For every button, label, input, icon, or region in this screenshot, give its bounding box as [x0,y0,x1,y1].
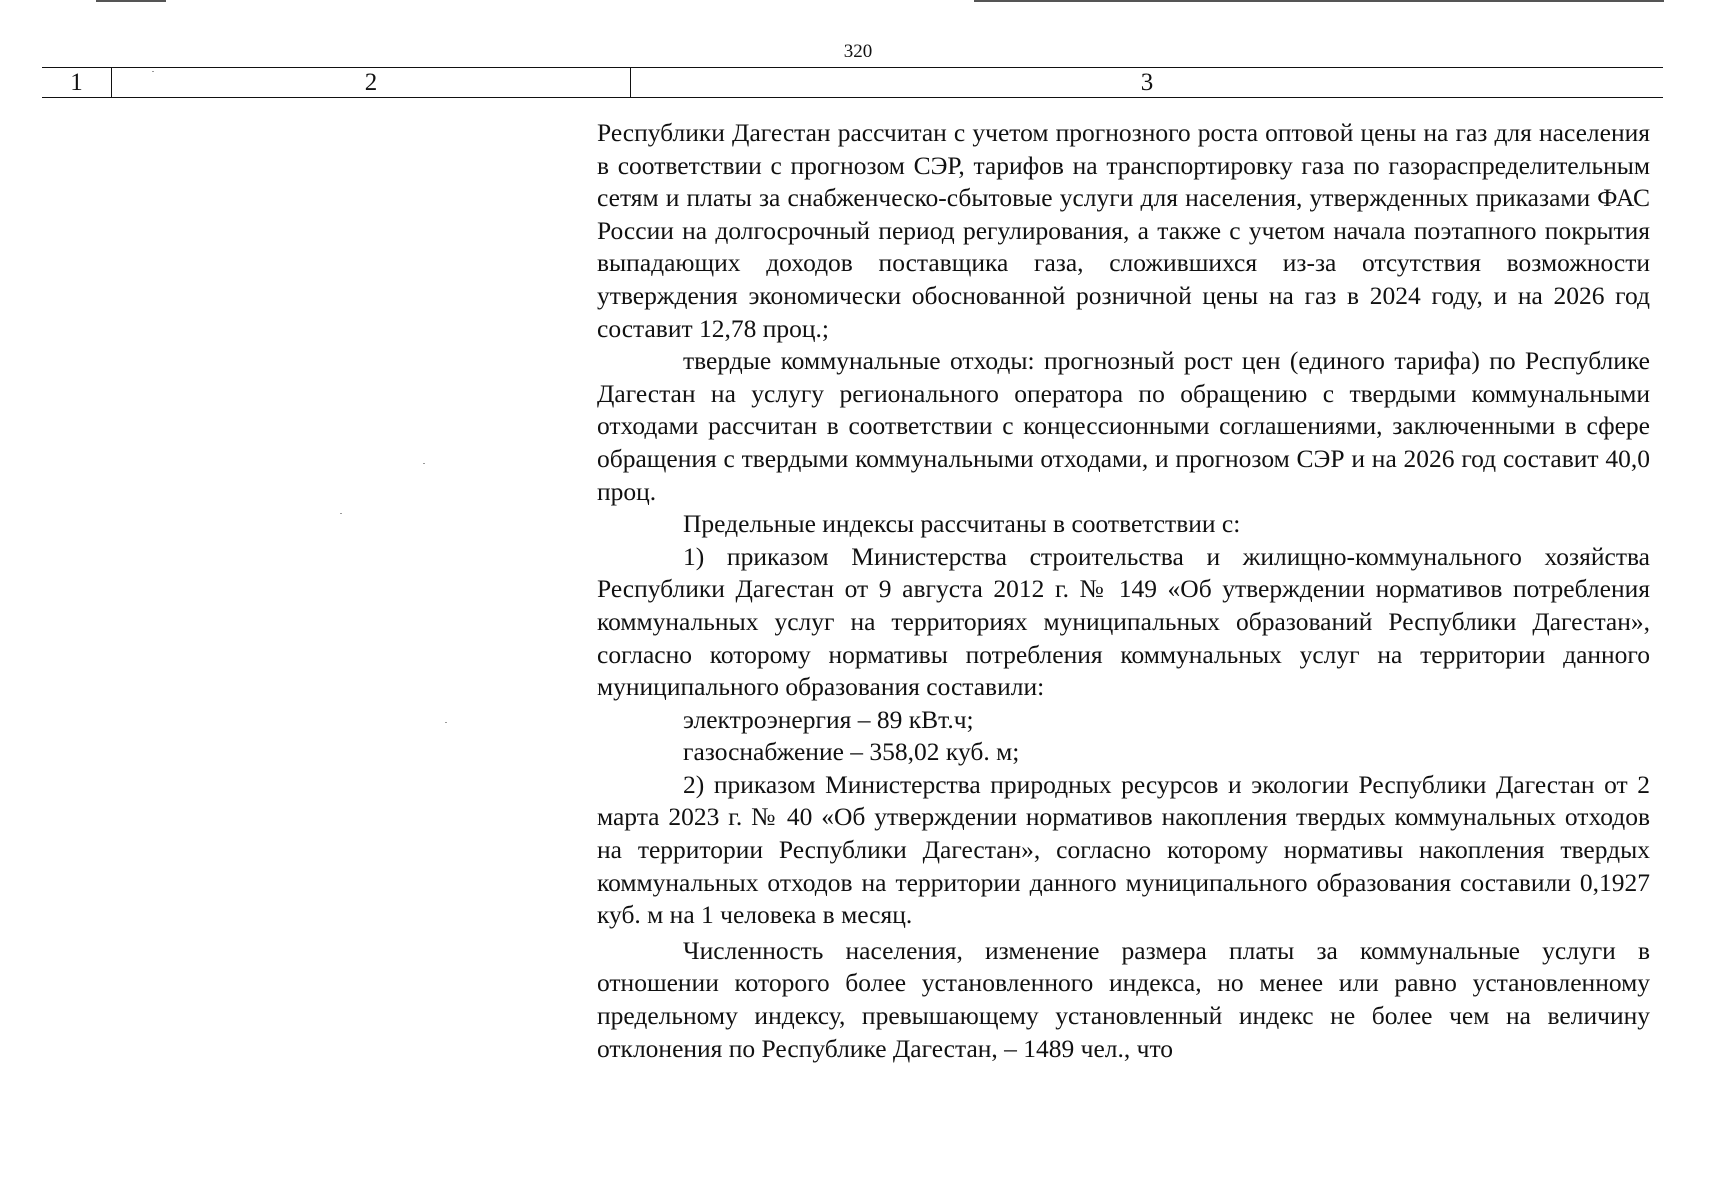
paragraph-population: Численность населения, изменение размера платы за коммунальные услуги в отношении которого более установленного индекса, но менее или равно установленному предельному индексу, превышающему установленный индекс не более чем на величину отклонения по Республике Дагестан, – 1489 чел., что [597,935,1650,1063]
scan-speck [152,71,154,72]
scan-speck [445,722,447,723]
paragraph-solid-waste: твердые коммунальные отходы: прогнозный рост цен (единого тарифа) по Республике Дагестан на услугу регионального оператора по обращению с твердыми коммунальными отходами рассчитан в соответствии с концессионными соглашениями, заключенными в сфере обращения с твердыми коммунальными отходами, и прогнозом СЭР и на 2026 год составит 40,0 проц. [597,346,1650,506]
scan-speck [423,463,425,464]
table-header-col-1: 1 [42,68,112,97]
paragraph-indices-basis: Предельные индексы рассчитаны в соответствии с: [683,509,1241,539]
paragraph-order-1: 1) приказом Министерства строительства и жилищно-коммунального хозяйства Республики Дагестан от 9 августа 2012 г. № 149 «Об утверждении нормативов потребления коммунальных услуг на территориях муниципальных образований Республики Дагестан», согласно которому нормативы потребления коммунальных услуг на территории данного муниципального образования составили: [597,541,1650,702]
scan-speck [340,513,342,514]
paragraph-gas-norm: газоснабжение – 358,02 куб. м; [683,737,1020,767]
scan-edge-right [974,0,1664,2]
page-number: 320 [843,41,873,62]
table-header-col-3: 3 [1140,69,1154,96]
paragraph-order-2: 2) приказом Министерства природных ресурсов и экологии Республики Дагестан от 2 марта 2023 г. № 40 «Об утверждении нормативов накопления твердых коммунальных отходов на территории Республики Дагестан», согласно которому нормативы накопления твердых коммунальных отходов на территории данного муниципального образования составили 0,1927 куб. м на 1 человека в месяц. [597,769,1650,930]
paragraph-electricity-norm: электроэнергия – 89 кВт.ч; [683,704,974,734]
paragraph-gas-continuation: Республики Дагестан рассчитан с учетом прогнозного роста оптовой цены на газ для населения в соответствии с прогнозом СЭР, тарифов на транспортировку газа по газораспределительным сетям и платы за снабженческо-сбытовые услуги для населения, утвержденных приказами ФАС России на долгосрочный период регулирования, а также с учетом начала поэтапного покрытия выпадающих доходов поставщика газа, сложившихся из-за отсутствия возможности утверждения экономически обоснованной розничной цены на газ в 2024 году, и на 2026 год составит 12,78 проц.; [597,118,1650,343]
table-header-col-2: 2 [112,68,631,97]
scan-edge-left [96,0,166,2]
table-header-row [42,67,1663,98]
document-body [597,117,1650,1065]
